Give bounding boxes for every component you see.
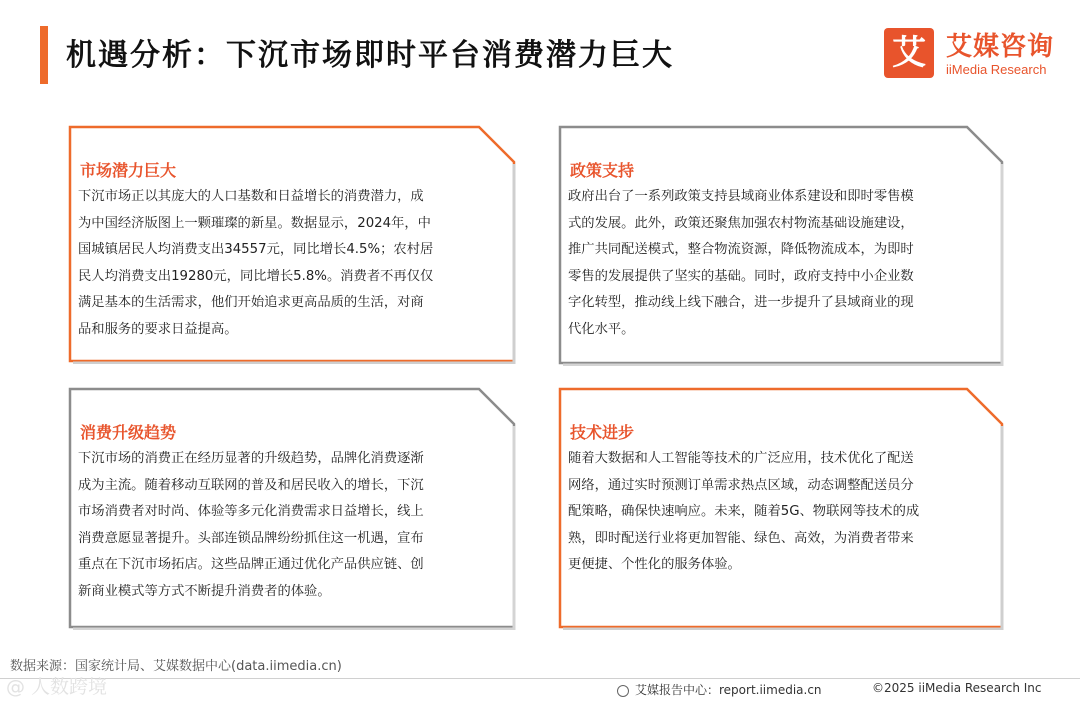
card-body [568,184,914,343]
globe-icon [617,685,629,697]
footer-copyright: ©2025 iiMedia Research Inc [872,681,1042,695]
card-line: 民人均消费支出19280元，同比增长5.8%。消费者不再仅仅 [78,268,434,284]
footer-report-center[interactable] [617,681,822,698]
card-line: 政府出台了一系列政策支持县域商业体系建设和即时零售模 [568,189,914,204]
card-title: 技术进步 [570,423,635,442]
card-body [568,446,919,579]
card-line: 代化水平。 [568,321,635,337]
watermark: @ 人数跨境 [6,676,108,698]
card-line: 式的发展。此外，政策还聚焦加强农村物流基础设施建设， [568,215,914,231]
card-consumption-upgrade [68,386,516,630]
card-line: 配策略，确保快速响应。未来，随着5G、物联网等技术的成 [568,504,920,519]
card-line: 熟，即时配送行业将更加智能、绿色、高效，为消费者带来 [568,530,914,546]
card-line: 推广共同配送模式，整合物流资源，降低物流成本，为即时 [568,242,914,257]
card-line: 更便捷、个性化的服务体验。 [568,557,741,572]
card-line: 下沉市场正以其庞大的人口基数和日益增长的消费潜力，成 [78,189,424,204]
card-title: 政策支持 [570,161,635,180]
title-accent-bar [40,26,48,84]
card-line: 下沉市场的消费正在经历显著的升级趋势，品牌化消费逐渐 [78,451,424,466]
card-line: 网络，通过实时预测订单需求热点区域，动态调整配送员分 [568,477,914,493]
iimedia-logo [884,28,1054,82]
card-line: 新商业模式等方式不断提升消费者的体验。 [78,583,331,599]
card-line: 国城镇居民人均消费支出34557元，同比增长4.5%；农村居 [78,242,434,257]
logo-en-text: iiMedia Research [946,62,1047,77]
card-line: 为中国经济版图上一颗璀璨的新星。数据显示，2024年，中 [78,215,431,231]
data-source: 数据来源：国家统计局、艾媒数据中心(data.iimedia.cn) [10,659,342,674]
card-body [78,184,433,343]
card-line: 满足基本的生活需求，他们开始追求更高品质的生活，对商 [78,295,424,310]
card-line: 随着大数据和人工智能等技术的广泛应用，技术优化了配送 [568,451,914,466]
card-tech-progress [558,386,1004,630]
card-body [78,446,424,605]
card-policy-support [558,124,1004,366]
card-line: 零售的发展提供了坚实的基础。同时，政府支持中小企业数 [568,268,914,284]
card-line: 市场消费者对时尚、体验等多元化消费需求日益增长，线上 [78,504,424,519]
page-title: 机遇分析：下沉市场即时平台消费潜力巨大 [66,38,674,73]
card-line: 成为主流。随着移动互联网的普及和居民收入的增长，下沉 [78,477,424,493]
card-line: 字化转型，推动线上线下融合，进一步提升了县域商业的现 [568,295,914,310]
card-line: 品和服务的要求日益提高。 [78,321,238,337]
card-market-potential [68,124,516,364]
logo-cn-text: 艾媒咨询 [946,32,1055,62]
footer-divider [0,678,1080,679]
logo-mark-icon: 艾 [884,28,934,78]
card-title: 消费升级趋势 [80,423,177,442]
footer-report-center-text: 艾媒报告中心：report.iimedia.cn [635,683,822,697]
card-line: 消费意愿显著提升。头部连锁品牌纷纷抓住这一机遇，宣布 [78,530,424,546]
card-title: 市场潜力巨大 [80,161,177,180]
card-line: 重点在下沉市场拓店。这些品牌正通过优化产品供应链、创 [78,557,424,572]
